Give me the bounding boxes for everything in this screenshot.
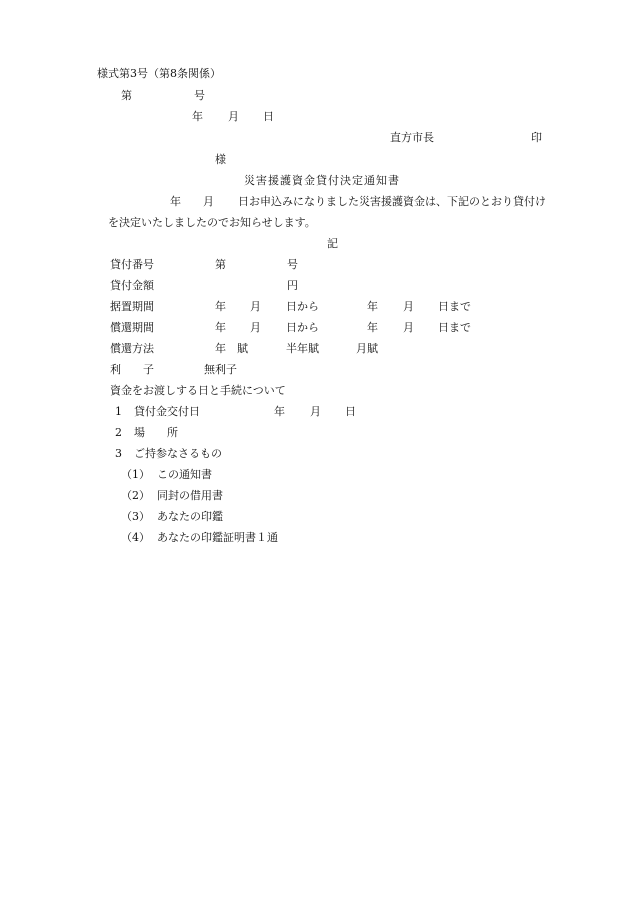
repayment-method-semiannual: 半年賦: [286, 342, 319, 355]
sub-item-3-number: （3）: [121, 510, 150, 523]
grace-period-label: 据置期間: [110, 300, 154, 313]
sub-item-4-number: （4）: [121, 531, 150, 544]
item1-number: 1: [115, 405, 122, 418]
interest-value: 無利子: [204, 363, 237, 376]
grace-period-month2: 月: [403, 300, 414, 313]
body-year: 年: [170, 195, 181, 208]
item1-day: 日: [345, 405, 356, 418]
addressee-honorific: 様: [215, 153, 226, 166]
repayment-period-month1: 月: [250, 321, 261, 334]
loan-amount-label: 貸付金額: [110, 279, 154, 292]
loan-amount-yen: 円: [287, 279, 298, 292]
grace-period-from: 日から: [286, 300, 319, 313]
issuer-name: 直方市長: [390, 131, 434, 144]
repayment-period-month2: 月: [403, 321, 414, 334]
grace-period-until: 日まで: [438, 300, 471, 313]
repayment-method-monthly: 月賦: [356, 342, 378, 355]
repayment-method-annual: 年 賦: [215, 342, 248, 355]
repayment-period-from: 日から: [286, 321, 319, 334]
body-text-line1: 日お申込みになりました災害援護資金は、下記のとおり貸付け: [238, 195, 546, 208]
date-year: 年: [192, 110, 203, 123]
interest-label: 利 子: [110, 363, 154, 376]
form-number: 様式第3号（第8条関係）: [97, 67, 221, 80]
loan-number-dai: 第: [215, 258, 226, 271]
item2-label: 場 所: [134, 426, 178, 439]
reference-dai: 第: [121, 89, 132, 102]
item2-number: 2: [115, 426, 122, 439]
item1-month: 月: [310, 405, 321, 418]
date-month: 月: [228, 110, 239, 123]
handover-heading: 資金をお渡しする日と手続について: [110, 384, 286, 397]
repayment-period-until: 日まで: [438, 321, 471, 334]
sub-item-3-text: あなたの印鑑: [157, 510, 223, 523]
loan-number-label: 貸付番号: [110, 258, 154, 271]
loan-number-go: 号: [287, 258, 298, 271]
body-text-line2: を決定いたしましたのでお知らせします。: [108, 216, 316, 229]
item1-label: 貸付金交付日: [134, 405, 200, 418]
grace-period-year2: 年: [367, 300, 378, 313]
date-day: 日: [263, 110, 274, 123]
repayment-period-year1: 年: [215, 321, 226, 334]
reference-go: 号: [194, 89, 205, 102]
grace-period-year1: 年: [215, 300, 226, 313]
item3-label: ご持参なさるもの: [134, 447, 222, 460]
sub-item-2-text: 同封の借用書: [157, 489, 223, 502]
repayment-period-label: 償還期間: [110, 321, 154, 334]
grace-period-month1: 月: [250, 300, 261, 313]
sub-item-2-number: （2）: [121, 489, 150, 502]
sub-item-4-text: あなたの印鑑証明書１通: [157, 531, 278, 544]
document-title: 災害援護資金貸付決定通知書: [244, 174, 400, 187]
item3-number: 3: [115, 447, 122, 460]
repayment-period-year2: 年: [367, 321, 378, 334]
body-month: 月: [203, 195, 214, 208]
repayment-method-label: 償還方法: [110, 342, 154, 355]
seal-mark: 印: [531, 131, 542, 144]
item1-year: 年: [274, 405, 285, 418]
sub-item-1-number: （1）: [121, 468, 150, 481]
sub-item-1-text: この通知書: [157, 468, 212, 481]
ki-heading: 記: [327, 237, 338, 250]
